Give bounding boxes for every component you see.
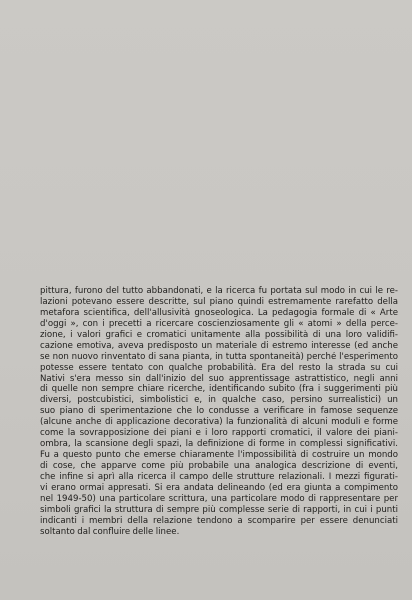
- text-line: Nativi s'era messo sin dall'inizio del suo apprentissage astrattistico, negli anni: [40, 373, 398, 384]
- text-line: nel 1949-50) una particolare scrittura, una particolare modo di rappresentare per: [40, 493, 398, 504]
- text-line: zione, i valori grafici e cromatici unitamente alla possibilità di una loro validifi-: [40, 329, 398, 340]
- text-line: soltanto dal confluire delle linee.: [40, 526, 180, 537]
- text-line: d'oggi », con i precetti a ricercare coscienziosamente gli « atomi » della perce-: [40, 318, 398, 329]
- text-line: di quelle non sempre chiare ricerche, identificando subito (fra i suggerimenti più: [40, 384, 398, 395]
- text-line: simboli grafici la struttura di sempre più complesse serie di rapporti, in cui i punti: [40, 504, 398, 515]
- text-line: ombra, la scansione degli spazi, la definizione di forme in complessi significativi.: [40, 439, 398, 450]
- text-line: vi erano ormai appresati. Si era andata delineando (ed era giunta a compimento: [40, 482, 398, 493]
- text-line: che infine si aprì alla ricerca il campo delle strutture relazionali. I mezzi figurati-: [40, 471, 398, 482]
- text-line: metafora scientifica, dell'allusività gnoseologica. La pedagogia formale di « Arte: [40, 307, 398, 318]
- body-paragraph: [40, 286, 398, 538]
- text-line: indicanti i membri della relazione tendono a scomparire per essere denunciati: [40, 515, 398, 526]
- text-line: potesse essere tentato con qualche probabilità. Era del resto la strada su cui: [40, 362, 398, 373]
- text-line: cazione emotiva, aveva predisposto un materiale di estremo interesse (ed anche: [40, 340, 398, 351]
- text-line: Fu a questo punto che emerse chiaramente l'impossibilità di costruire un mondo: [40, 450, 398, 461]
- text-line: come la sovrapposizione dei piani e i loro rapporti cromatici, il valore dei piani-: [40, 428, 398, 439]
- text-line: lazioni potevano essere descritte, sul piano quindi estremamente rarefatto della: [40, 296, 398, 307]
- text-line: suo piano di sperimentazione che lo condusse a verificare in famose sequenze: [40, 406, 398, 417]
- text-line: (alcune anche di applicazione decorativa) la funzionalità di alcuni moduli e forme: [40, 417, 398, 428]
- text-line: di cose, che apparve come più probabile una analogica descrizione di eventi,: [40, 461, 398, 471]
- text-line: diversi, postcubistici, simbolistici e, in qualche caso, persino surrealistici) un: [40, 395, 398, 406]
- text-line: se non nuovo rinventato di sana pianta, in tutta spontaneità) perché l'esperimento: [40, 351, 398, 362]
- text-line: pittura, furono del tutto abbandonati, e la ricerca fu portata sul modo in cui le re-: [40, 286, 398, 296]
